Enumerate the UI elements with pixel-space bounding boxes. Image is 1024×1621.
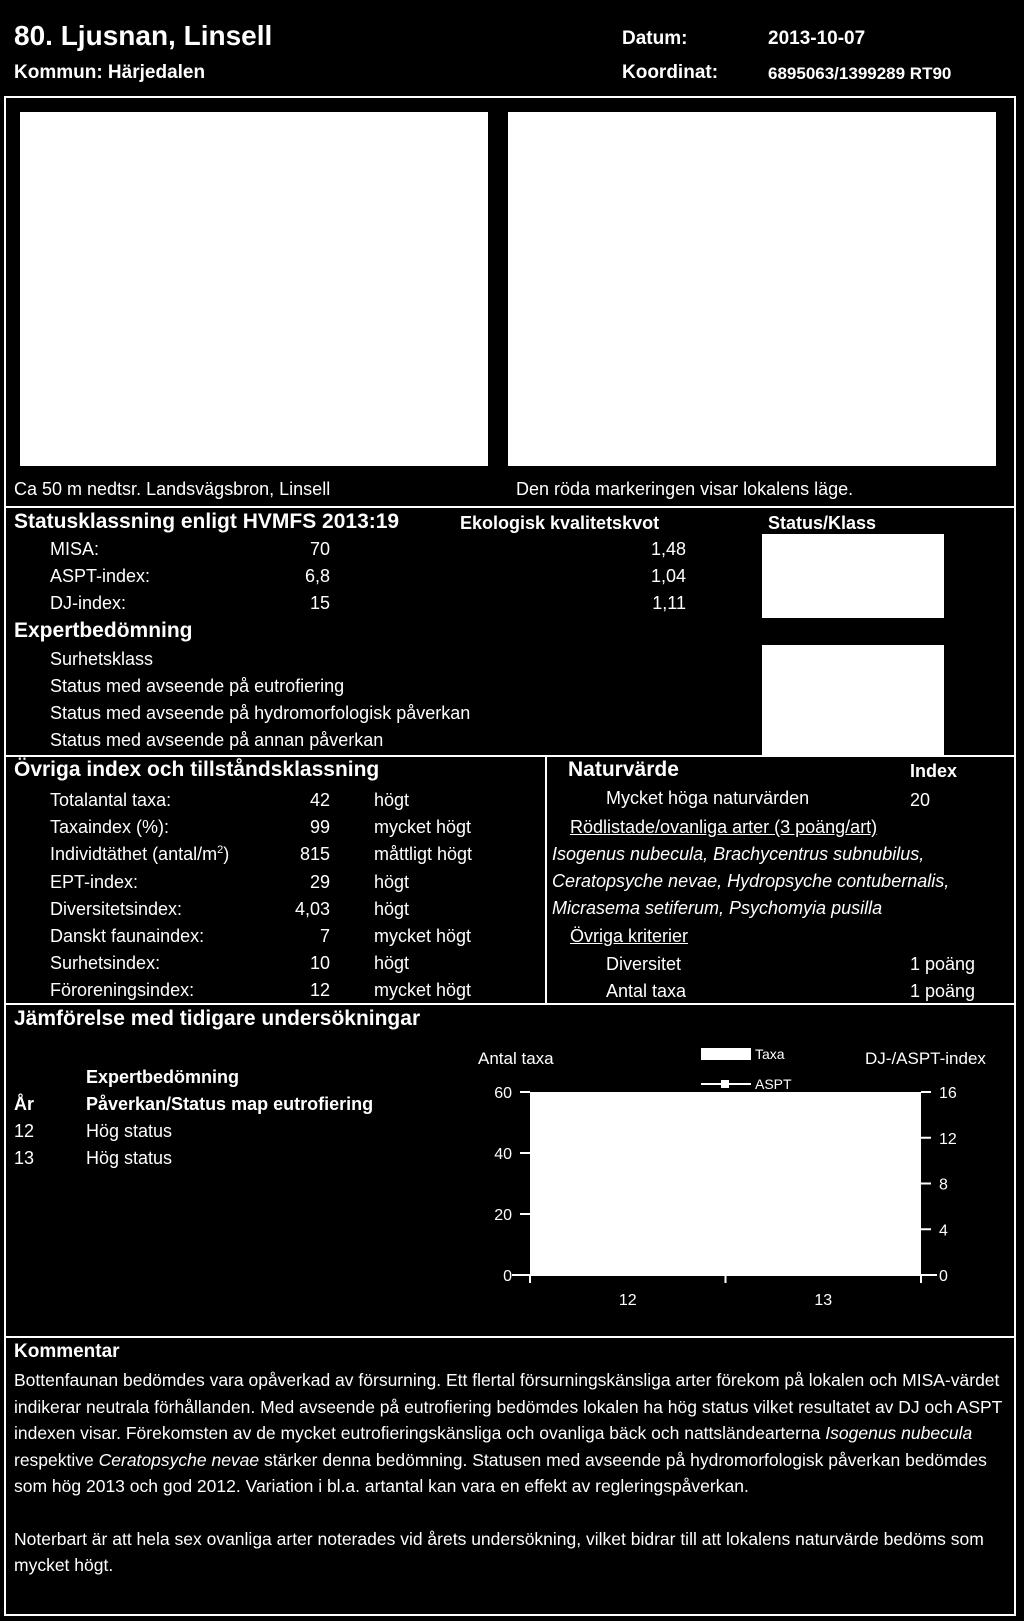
eqr-header: Ekologisk kvalitetskvot: [460, 513, 660, 533]
hydromorfologi-label: Status med avseende på hydromorfologisk påverkan: [50, 703, 471, 723]
legend-aspt-marker: [721, 1080, 729, 1088]
photo-caption-left: Ca 50 m nedtsr. Landsvägsbron, Linsell: [14, 479, 331, 499]
ovriga-row-value: 10: [309, 953, 330, 974]
natur-main-index: 20: [910, 790, 931, 810]
ovriga-row-value: 7: [319, 926, 330, 946]
ovriga-row-value: 4,03: [294, 898, 330, 919]
y-left-tick-label: 20: [494, 1207, 512, 1224]
datum-value: 2013-10-07: [768, 28, 866, 49]
species-line: Isogenus nubecula, Brachycentrus subnubilus,: [552, 844, 925, 864]
ovriga-row-label: Diversitetsindex:: [50, 898, 183, 919]
misa-label: MISA:: [50, 539, 100, 559]
ovriga-row-label: Totalantal taxa:: [50, 790, 172, 810]
eutrofiering-label: Status med avseende på eutrofiering: [50, 676, 345, 696]
ovriga-row-label: EPT-index:: [50, 871, 139, 892]
kommun-label: Kommun: Härjedalen: [14, 62, 206, 83]
rodlistade-title: Rödlistade/ovanliga arter (3 poäng/art): [570, 817, 878, 837]
ovriga-row-label: Danskt faunaindex:: [50, 926, 205, 946]
misa-value: 70: [309, 539, 330, 559]
y-left-tick-label: 0: [503, 1268, 512, 1285]
ovriga-row-label: Föroreningsindex:: [50, 980, 195, 1001]
aspt-label: ASPT-index:: [50, 566, 151, 586]
y-left-label: Antal taxa: [478, 1049, 554, 1068]
comment-paragraph: [14, 1367, 1006, 1500]
ovriga-row-class: mycket högt: [374, 926, 472, 946]
comment-text: stärker denna bedömning. Statusen med avseende på hydromorfologisk påverkan bedömdes som hög 2013 och god 2012. Variation i bl.a. artantal kan vara en effekt av regleringspåverkan.: [14, 1449, 987, 1496]
compare-year-header: År: [14, 1094, 35, 1114]
comment-text: respektive: [14, 1449, 99, 1470]
y-right-tick-label: 0: [939, 1268, 948, 1285]
comment-text: Bottenfaunan bedömdes vara opåverkad av försurning. Ett flertal försurningskänsliga arter förekom på lokalen och MISA-värdet indikerar neutrala förhållanden. Med avseende på eutrofiering bedömdes lokalen ha hög status vilket resultatet av DJ och ASPT indexen visar. Förekomsten av de mycket eutrofieringskänsliga och ovanliga bäck och nattsländearterna: [14, 1370, 1003, 1443]
compare-status-header: Påverkan/Status map eutrofiering: [86, 1094, 374, 1114]
ovriga-row-class: måttligt högt: [374, 844, 473, 865]
dj-value: 15: [309, 593, 330, 613]
divider: [4, 755, 1016, 757]
ovriga-row-label: Individtäthet $(antal/m^2)$: [50, 844, 230, 865]
comment-body: [14, 1367, 1006, 1579]
ovriga-row-class: högt: [374, 871, 410, 892]
misa-eqr: 1,48: [650, 539, 686, 559]
dj-eqr: 1,11: [652, 593, 686, 613]
species-name: Isogenus nubecula: [825, 1423, 973, 1443]
y-right-label: DJ-/ASPT-index: [865, 1049, 986, 1068]
dj-label: DJ-index:: [50, 593, 127, 613]
ovriga-kriterier-title: Övriga kriterier: [570, 926, 689, 946]
legend-taxa-swatch: [701, 1048, 751, 1060]
legend-aspt-label: ASPT: [755, 1076, 792, 1092]
antal-taxa-label: Antal taxa: [606, 981, 687, 1001]
ovriga-row-value: 42: [309, 790, 330, 810]
plot-area: [530, 1092, 921, 1275]
koordinat-label: Koordinat:: [622, 62, 719, 83]
datum-label: Datum:: [622, 28, 688, 49]
ovriga-title: Övriga index och tillståndsklassning: [14, 758, 380, 781]
y-right-tick-label: 16: [939, 1085, 957, 1102]
site-photo: [20, 112, 488, 466]
natur-main-label: Mycket höga naturvärden: [606, 788, 810, 808]
photo-caption-right: Den röda markeringen visar lokalens läge.: [516, 479, 854, 499]
annan-paverkan-label: Status med avseende på annan påverkan: [50, 730, 384, 750]
comment-title: Kommentar: [14, 1341, 120, 1362]
status-title: Statusklassning enligt HVMFS 2013:19: [14, 510, 400, 533]
site-title: 80. Ljusnan, Linsell: [14, 20, 273, 51]
y-left-tick-label: 40: [494, 1146, 512, 1163]
y-right-tick-label: 12: [939, 1130, 957, 1148]
ovriga-row-value: 99: [309, 817, 330, 838]
y-right-tick-label: 4: [939, 1222, 948, 1240]
ovriga-row-class: högt: [374, 953, 410, 974]
ovriga-row-class: högt: [374, 898, 410, 919]
ovriga-row-class: högt: [374, 790, 410, 810]
compare-status: Hög status: [86, 1121, 173, 1141]
species-name: Ceratopsyche nevae: [98, 1449, 260, 1470]
compare-expert-header: Expertbedömning: [86, 1067, 240, 1087]
legend-taxa-label: Taxa: [755, 1046, 785, 1062]
y-right-tick-label: 8: [939, 1176, 948, 1194]
divider: [545, 755, 547, 1003]
ovriga-row-value: 815: [299, 844, 330, 865]
compare-year: 12: [14, 1121, 35, 1141]
expert-class-box: [762, 645, 944, 755]
ovriga-row-label: Surhetsindex:: [50, 953, 161, 974]
ovriga-row-class: mycket högt: [374, 980, 472, 1001]
x-tick-label: 12: [618, 1292, 637, 1309]
antal-taxa-points: 1 poäng: [910, 981, 976, 1001]
compare-status: Hög status: [86, 1148, 173, 1168]
divider: [4, 1003, 1016, 1005]
ovriga-row-value: 29: [309, 871, 330, 892]
compare-year: 13: [14, 1148, 35, 1168]
location-map: [508, 112, 996, 466]
x-tick-label: 13: [814, 1292, 833, 1309]
comment-paragraph-2: Noterbart är att hela sex ovanliga arter noterades vid årets undersökning, vilket bidrar till att lokalens naturvärde bedöms som mycket högt.: [14, 1528, 984, 1575]
natur-index-header: Index: [910, 761, 958, 781]
ovriga-row-class: mycket högt: [374, 817, 472, 838]
expert-title: Expertbedömning: [14, 619, 193, 642]
aspt-eqr: 1,04: [650, 566, 686, 586]
y-left-tick-label: 60: [494, 1085, 512, 1102]
species-line: Micrasema setiferum, Psychomyia pusilla: [552, 898, 883, 918]
class-header: Status/Klass: [768, 513, 877, 533]
diversitet-points: 1 poäng: [910, 954, 976, 974]
compare-title: Jämförelse med tidigare undersökningar: [14, 1007, 421, 1030]
ovriga-row-label: Taxaindex (%):: [50, 817, 170, 838]
koordinat-value: 6895063/1399289 RT90: [768, 64, 952, 83]
species-line: Ceratopsyche nevae, Hydropsyche contubernalis,: [552, 871, 950, 891]
natur-title: Naturvärde: [568, 758, 679, 781]
surhetsklass-label: Surhetsklass: [50, 649, 154, 669]
comparison-chart: [460, 1040, 1020, 1340]
aspt-value: 6,8: [304, 566, 330, 586]
status-class-box: [762, 534, 944, 618]
divider: [4, 1336, 1016, 1338]
ovriga-row-value: 12: [309, 980, 330, 1001]
diversitet-label: Diversitet: [606, 954, 682, 974]
